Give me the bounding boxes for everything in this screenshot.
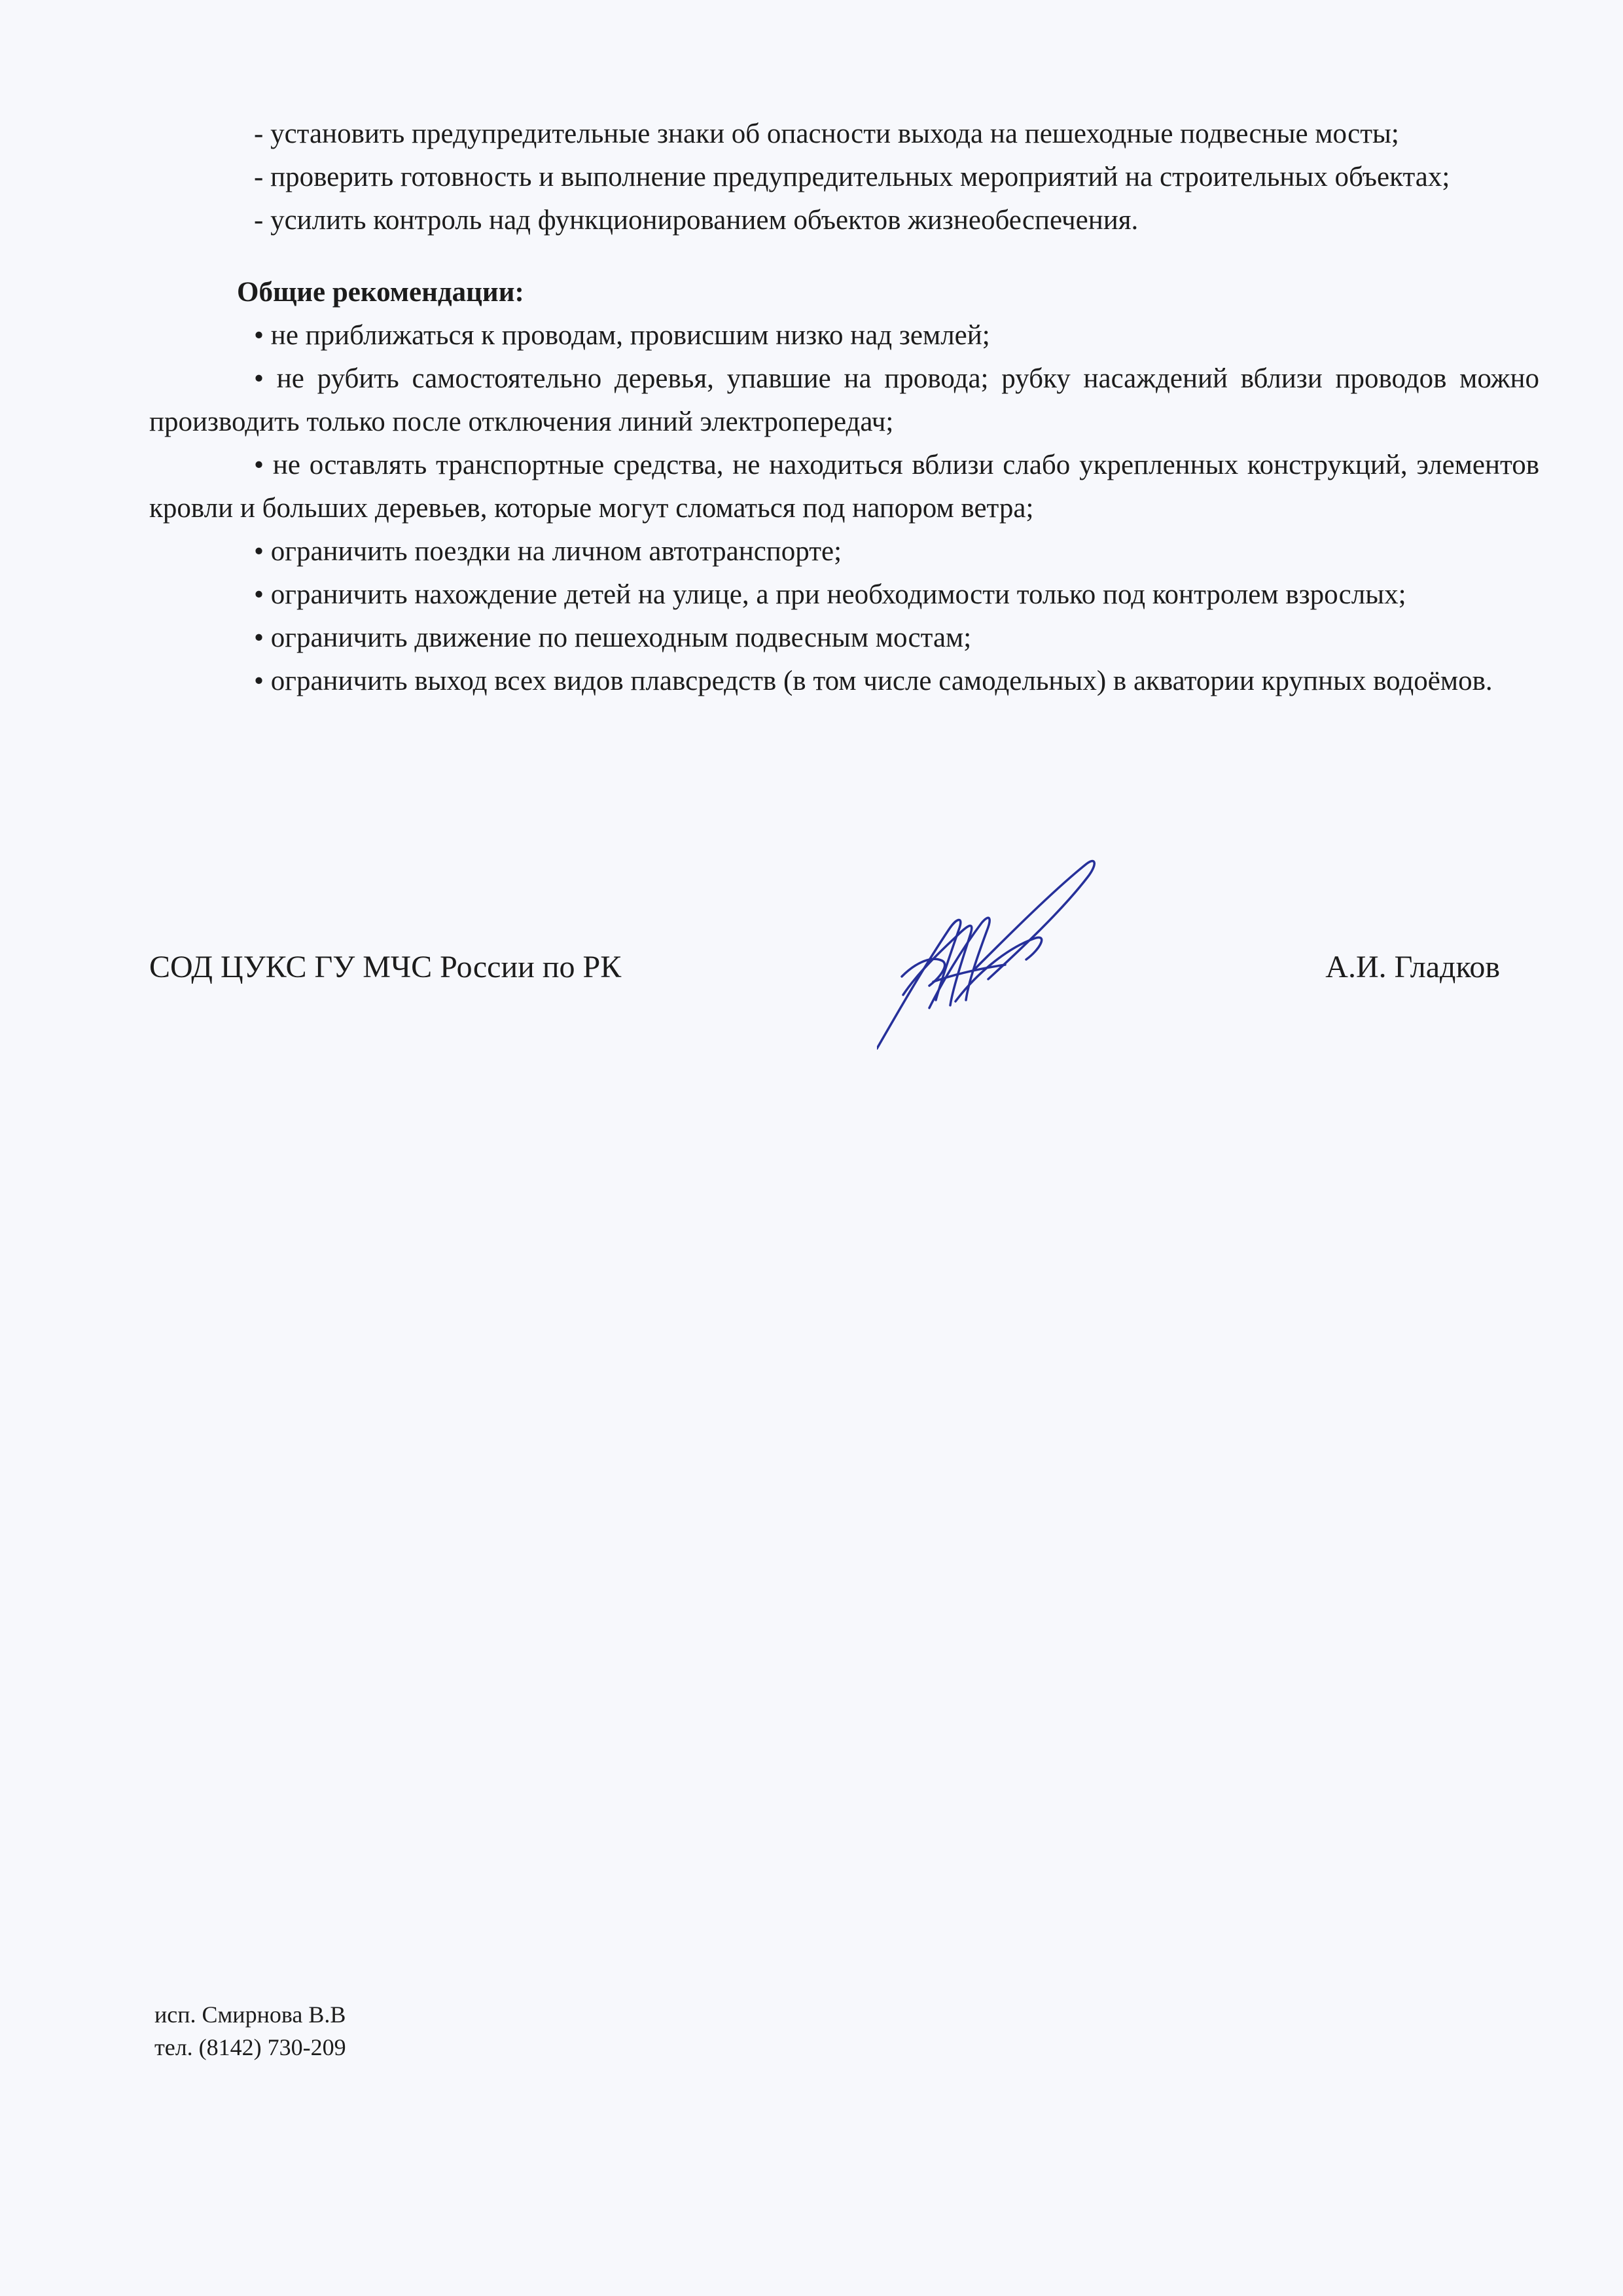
signature-row <box>149 949 1539 1001</box>
recommendation-item: • ограничить движение по пешеходным подвесным мостам; <box>254 622 972 653</box>
measures-list <box>149 113 1539 703</box>
measure-item: - установить предупредительные знаки об опасности выхода на пешеходные подвесные мосты; <box>254 118 1399 149</box>
measure-item: - усилить контроль над функционированием объектов жизнеобеспечения. <box>254 205 1139 236</box>
recommendation-item: • не оставлять транспортные средства, не находиться вблизи слабо укрепленных конструкций, элементов кровли и больших деревьев, которые могут сломаться под напором ветра; <box>149 450 1539 524</box>
signer-name: А.И. Гладков <box>1325 950 1500 984</box>
recommendation-item: • ограничить выход всех видов плавсредств (в том числе самодельных) в акватории крупных водоёмов. <box>254 666 1493 696</box>
recommendation-item: • не рубить самостоятельно деревья, упавшие на провода; рубку насаждений вблизи проводов можно производить только после отключения линий электропередач; <box>149 363 1539 437</box>
executor-name: исп. Смирнова В.В <box>154 2001 346 2028</box>
measure-item: - проверить готовность и выполнение предупредительных мероприятий на строительных объектах; <box>254 162 1450 192</box>
recommendations-heading: Общие рекомендации: <box>237 277 524 308</box>
executor-phone: тел. (8142) 730-209 <box>154 2034 346 2060</box>
organization-name: СОД ЦУКС ГУ МЧС России по РК <box>149 950 622 984</box>
recommendation-item: • ограничить поездки на личном автотранспорте; <box>254 536 842 567</box>
executor-info <box>154 1998 346 2064</box>
handwritten-signature <box>877 857 1113 1054</box>
recommendation-item: • ограничить нахождение детей на улице, а при необходимости только под контролем взрослых; <box>254 579 1406 610</box>
recommendation-item: • не приближаться к проводам, провисшим низко над землей; <box>254 320 990 351</box>
